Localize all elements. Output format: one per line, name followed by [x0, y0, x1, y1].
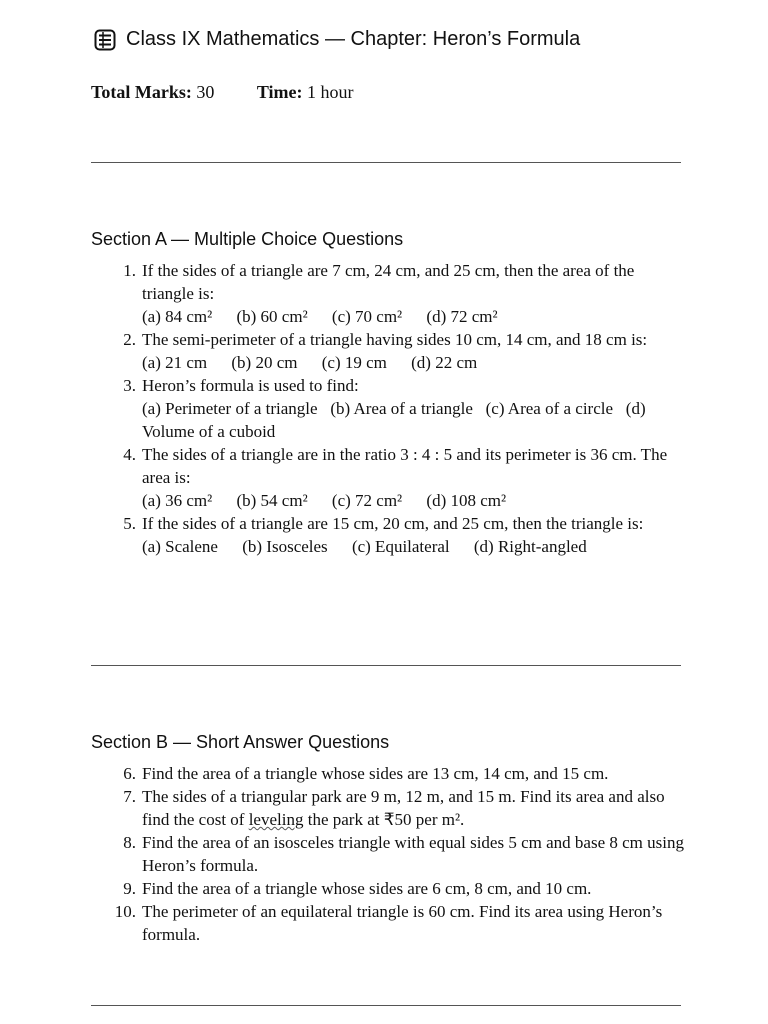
question-number: 1.	[123, 261, 136, 280]
time-value: 1 hour	[307, 82, 354, 102]
question-item	[90, 831, 690, 877]
total-marks	[91, 82, 214, 103]
page-title: Class IX Mathematics — Chapter: Heron’s Formula	[126, 28, 581, 50]
question-number: 10.	[114, 902, 136, 921]
total-marks-label: Total Marks:	[91, 82, 192, 102]
section-a-questions	[90, 259, 690, 558]
question-number: 4.	[123, 445, 136, 464]
question-text: The perimeter of an equilateral triangle is 60 cm. Find its area using Heron’s formula.	[142, 902, 663, 944]
option-a: (a) 84 cm²	[142, 307, 213, 326]
question-number: 5.	[123, 514, 136, 533]
question-text	[142, 785, 690, 831]
question-options	[142, 489, 690, 512]
question-text: If the sides of a triangle are 7 cm, 24 cm, and 25 cm, then the area of the triangle is:	[142, 261, 635, 303]
option-d: (d) Right-angled	[473, 537, 587, 556]
question-number: 8.	[123, 833, 136, 852]
option-c: (c) 70 cm²	[331, 307, 403, 326]
divider	[91, 665, 681, 666]
question-number: 3.	[123, 376, 136, 395]
question-item	[90, 762, 690, 785]
question-text: The sides of a triangle are in the ratio 3 : 4 : 5 and its perimeter is 36 cm. The area is:	[142, 445, 668, 487]
question-text-part: The sides of a triangular park are 9 m, 12 m, and 15 m. Find its area and also find the cost of	[142, 787, 665, 829]
time-allowed	[257, 82, 354, 103]
option-b: (b) 54 cm²	[236, 491, 308, 510]
question-item	[90, 259, 690, 328]
question-item	[90, 785, 690, 831]
spellcheck-marked-word: leveling	[248, 810, 304, 829]
question-options: (a) Perimeter of a triangle (b) Area of a triangle (c) Area of a circle (d) Volume of a cuboid	[142, 399, 650, 441]
document-header	[94, 28, 580, 51]
option-c: (c) 72 cm²	[331, 491, 403, 510]
question-number: 2.	[123, 330, 136, 349]
option-a: (a) 36 cm²	[142, 491, 213, 510]
question-text: Find the area of a triangle whose sides are 13 cm, 14 cm, and 15 cm.	[142, 764, 609, 783]
question-options	[142, 305, 690, 328]
question-number: 9.	[123, 879, 136, 898]
question-item	[90, 877, 690, 900]
option-a: (a) 21 cm	[142, 353, 208, 372]
question-text: Heron’s formula is used to find:	[142, 376, 359, 395]
section-b-questions	[90, 762, 690, 946]
question-number: 6.	[123, 764, 136, 783]
question-text: Find the area of a triangle whose sides are 6 cm, 8 cm, and 10 cm.	[142, 879, 592, 898]
option-b: (b) Isosceles	[242, 537, 328, 556]
question-item	[90, 512, 690, 558]
option-c: (c) 19 cm	[321, 353, 387, 372]
exam-meta	[91, 82, 354, 103]
question-options	[142, 535, 690, 558]
question-item	[90, 328, 690, 374]
option-b: (b) 60 cm²	[236, 307, 308, 326]
option-a: (a) Scalene	[142, 537, 218, 556]
question-text: Find the area of an isosceles triangle with equal sides 5 cm and base 8 cm using Heron’s formula.	[142, 833, 684, 875]
option-c: (c) Equilateral	[351, 537, 450, 556]
total-marks-value: 30	[196, 82, 215, 102]
question-options	[142, 351, 690, 374]
option-d: (d) 108 cm²	[426, 491, 507, 510]
question-item	[90, 374, 690, 443]
question-text: If the sides of a triangle are 15 cm, 20 cm, and 25 cm, then the triangle is:	[142, 514, 644, 533]
divider	[91, 1005, 681, 1006]
option-b: (b) 20 cm	[231, 353, 298, 372]
question-text: The semi-perimeter of a triangle having sides 10 cm, 14 cm, and 18 cm is:	[142, 330, 648, 349]
question-number: 7.	[123, 787, 136, 806]
time-label: Time:	[256, 82, 303, 102]
question-item	[90, 443, 690, 512]
option-d: (d) 22 cm	[411, 353, 478, 372]
option-d: (d) 72 cm²	[426, 307, 498, 326]
section-a-title: Section A — Multiple Choice Questions	[91, 229, 404, 249]
question-item	[90, 900, 690, 946]
question-text-part: the park at ₹50 per m².	[303, 810, 465, 829]
document-icon	[94, 29, 116, 51]
divider	[91, 162, 681, 163]
section-b-title: Section B — Short Answer Questions	[91, 732, 390, 752]
